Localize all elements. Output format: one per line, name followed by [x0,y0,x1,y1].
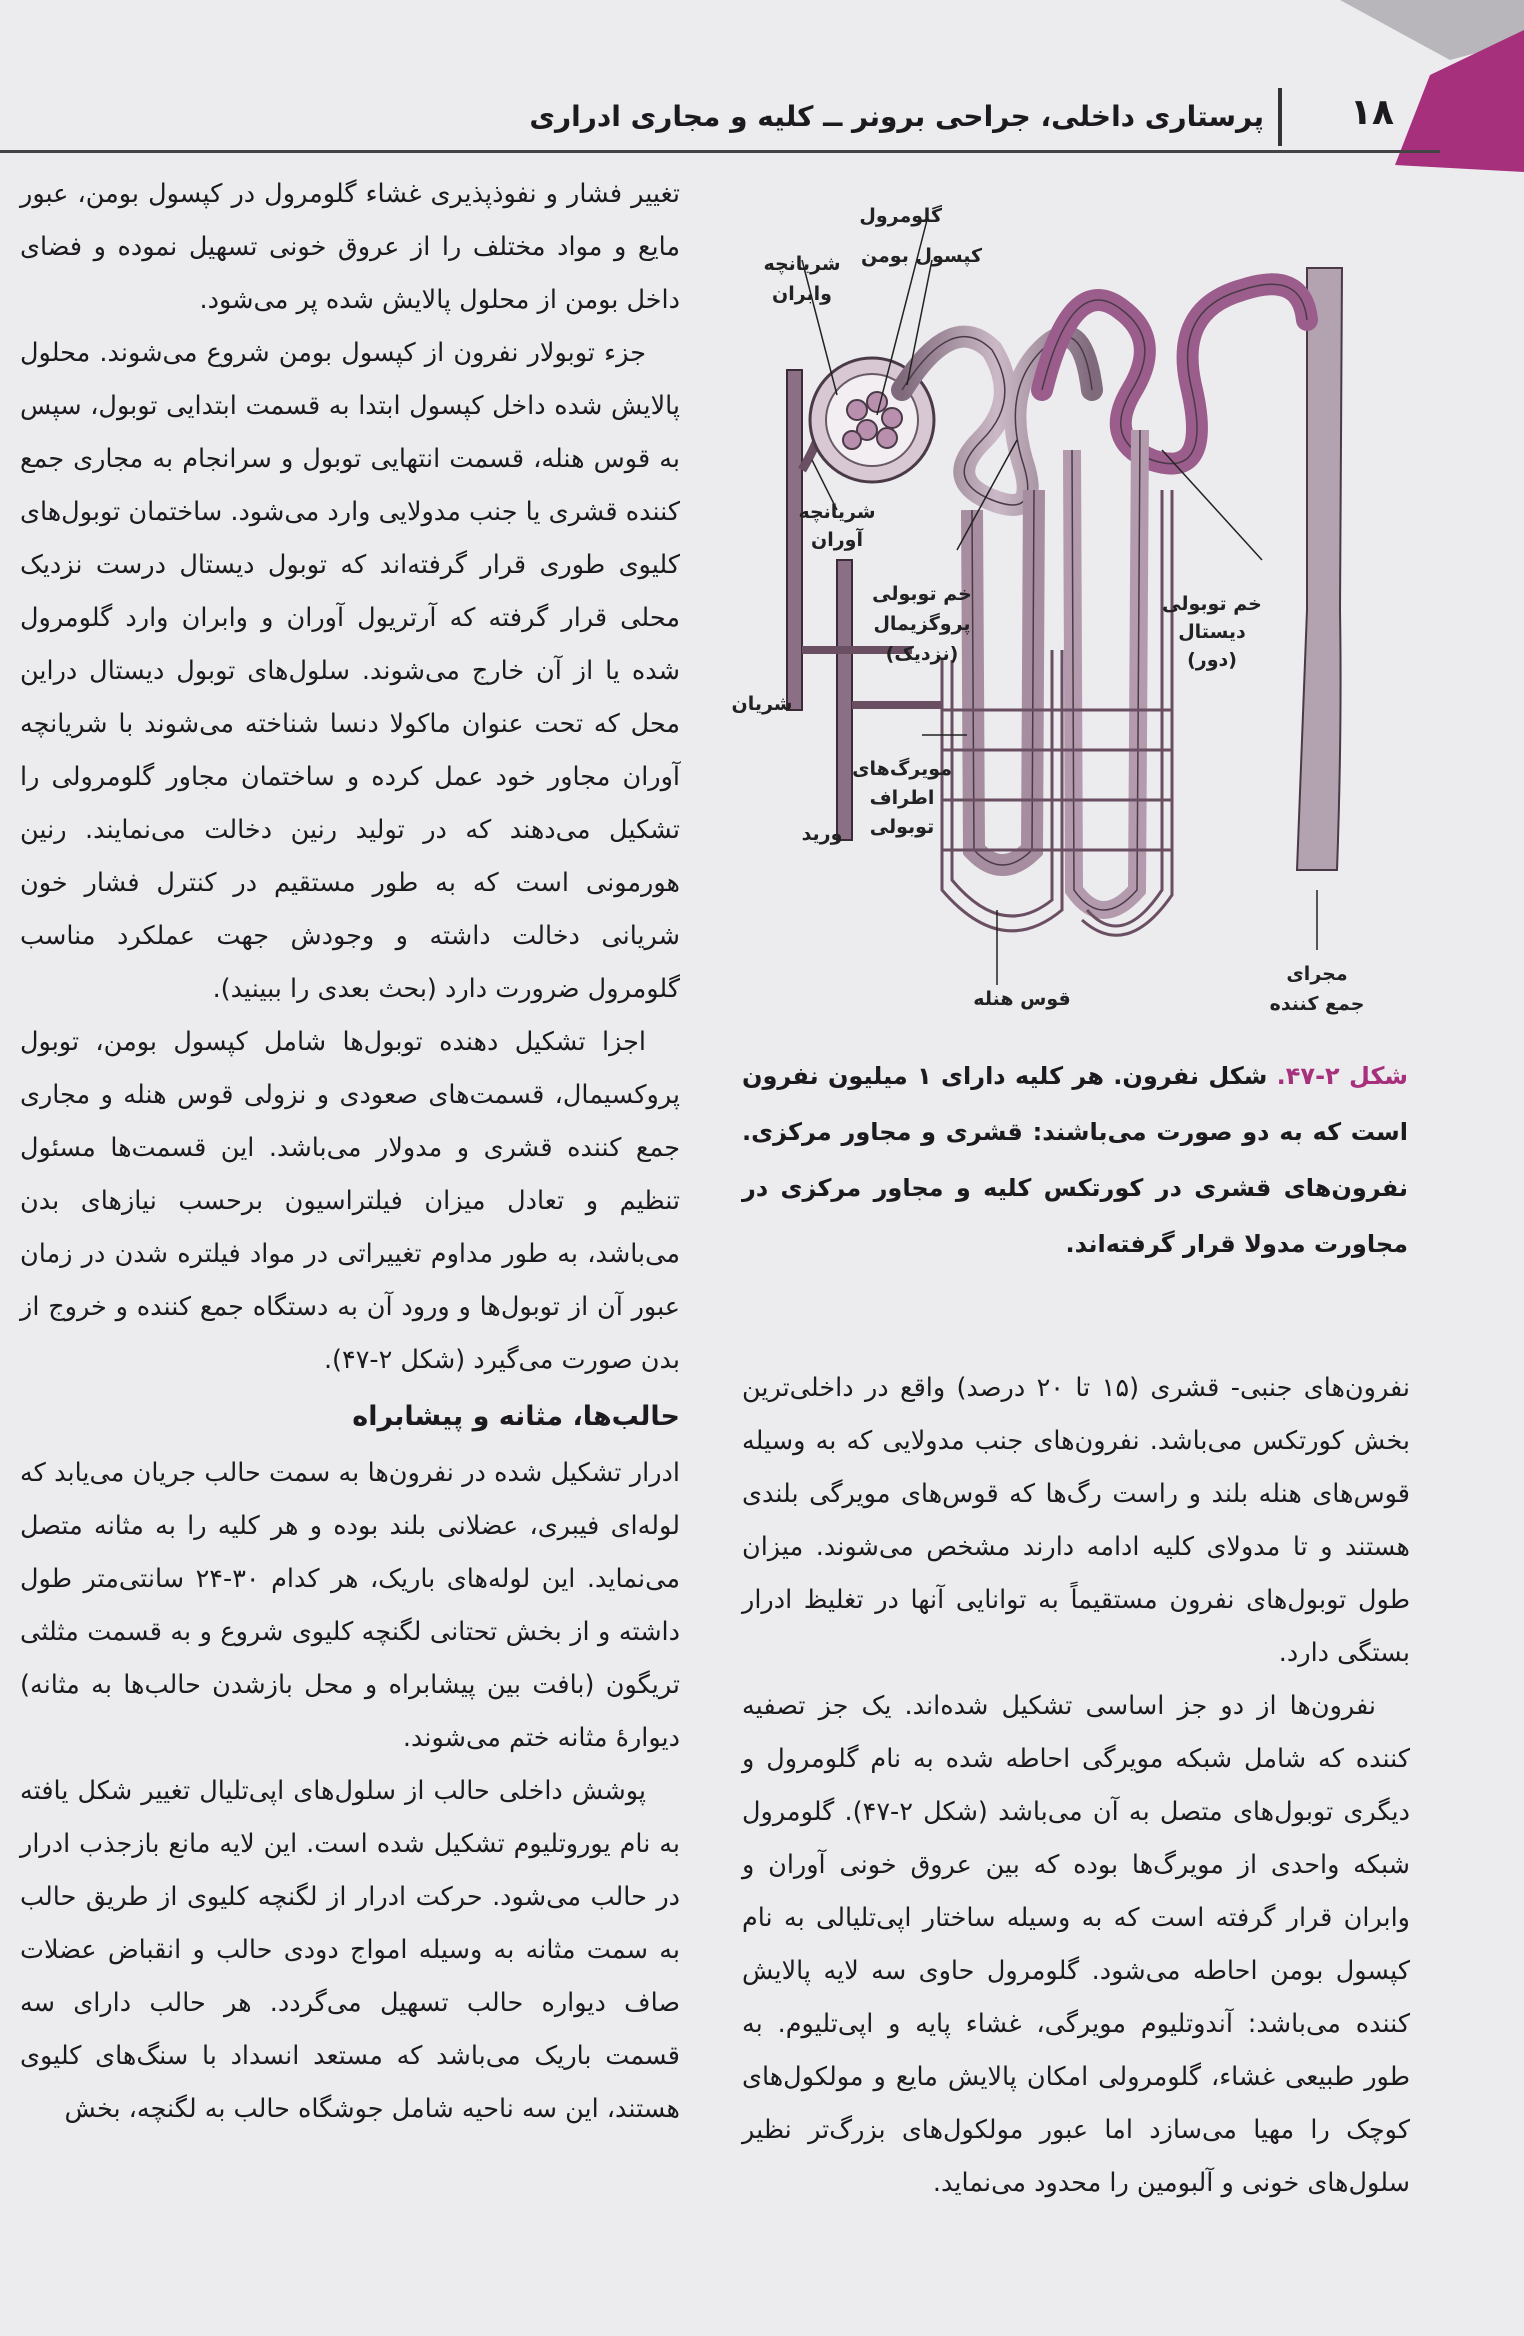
artery-vessel [787,370,802,710]
paragraph: ادرار تشکیل شده در نفرون‌ها به سمت حالب جریان می‌یابد که لوله‌ای فیبری، عضلانی بلند بوده و هر کلیه را به مثانه متصل می‌نماید. این لوله‌های باریک، هر کدام ۳۰-۲۴ سانتی‌متر طول داشته و از بخش تحتانی لگنچه کلیوی شروع و به قسمت مثلثی تریگون (بافت بین پیشابراه و محل بازشدن حالب‌ها به مثانه) دیوارهٔ مثانه ختم می‌شوند. [20,1458,680,1753]
paragraph: نفرون‌ها از دو جز اساسی تشکیل شده‌اند. یک جز تصفیه کننده که شامل شبکه مویرگی احاطه شده به نام گلومرول و دیگری توبول‌های متصل به آن می‌باشد (شکل ۲-۴۷). گلومرول شبکه واحدی از مویرگ‌ها بوده که بین عروق خونی آوران و وابران قرار گرفته است که به وسیله ساختار اپی‌تلیالی به نام کپسول بومن احاطه می‌شود. گلومرول حاوی سه لایه پالایش کننده می‌باشد: آندوتلیوم مویرگی، غشاء پایه و اپی‌تلیوم. به طور طبیعی غشاء، گلومرولی امکان پالایش مایع و مولکول‌های کوچک را مهیا می‌سازد اما عبور مولکول‌های بزرگ‌تر نظیر سلول‌های خونی و آلبومین را محدود می‌نماید. [742,1691,1410,2198]
label-collecting-1: مجرای [1286,963,1348,985]
label-distal-2: دیستال [1178,621,1246,643]
collecting-duct [1297,268,1342,870]
label-vein: ورید [801,823,843,845]
label-proximal-3: (نزدیک) [885,643,959,665]
figure-caption-label: شکل ۲-۴۷. [1276,1062,1409,1090]
label-peritubular-3: توبولی [869,816,935,838]
label-artery: شریان [731,693,793,715]
running-header-title: پرستاری داخلی، جراحی برونر ــ کلیه و مجاری ادراری [529,100,1264,133]
page-number: ۱۸ [1350,92,1394,133]
figure-caption [742,1048,1408,1272]
label-glomerulus: گلومرول [859,205,942,227]
label-peritubular-1: مویرگ‌های [852,758,952,780]
label-loop-henle: قوس هنله [973,988,1071,1010]
label-peritubular-2: اطراف [869,787,935,809]
header-separator [1278,88,1282,146]
vein-vessel [837,560,852,840]
right-text-column [742,1362,1410,2210]
label-efferent-1: شریانچه [763,253,841,275]
label-distal-1: خم توبولی [1162,593,1262,615]
label-proximal-1: خم توبولی [872,583,972,605]
label-proximal-2: پروگزیمال [873,613,971,635]
paragraph: نفرون‌های جنبی- قشری (۱۵ تا ۲۰ درصد) واقع در داخلی‌ترین بخش کورتکس می‌باشد. نفرون‌های جنب مدولایی که به وسیله قوس‌های هنله بلند و راست رگ‌ها که قوس‌های مویرگی بلندی هستند و تا مدولای کلیه ادامه دارند مشخص می‌شوند. میزان طول توبول‌های نفرون مستقیماً به توانایی آنها در تغلیظ ادرار بستگی دارد. [742,1373,1411,1668]
label-bowman-capsule: کپسول بومن [860,245,982,267]
paragraph: اجزا تشکیل دهنده توبول‌ها شامل کپسول بومن، توبول پروکسیمال، قسمت‌های صعودی و نزولی قوس هنله و مجاری جمع کننده قشری و مدولار می‌باشد. این قسمت‌ها مسئول تنظیم و تعادل میزان فیلتراسیون برحسب نیازهای بدن می‌باشد، به طور مداوم تغییراتی در مواد فیلتره شدن در زمان عبور آن از توبول‌ها و ورود آن به دستگاه جمع کننده و خروج از بدن صورت می‌گیرد (شکل ۲-۴۷). [20,1027,680,1375]
paragraph: تغییر فشار و نفوذپذیری غشاء گلومرول در کپسول بومن، عبور مایع و مواد مختلف را از عروق خونی تسهیل نموده و فضای داخل بومن از محلول پالایش شده پر می‌شود. [20,179,680,315]
label-afferent-1: شریانچه [798,501,876,523]
loop-of-henle [972,490,1034,865]
section-heading: حالب‌ها، مثانه و پیشابراه [352,1401,680,1432]
figure-caption-text: شکل نفرون. هر کلیه دارای ۱ میلیون نفرون است که به دو صورت می‌باشند: قشری و مجاور مرکزی. نفرون‌های قشری در کورتکس کلیه و مجاور مرکزی در مجاورت مدولا قرار گرفته‌اند. [742,1062,1408,1258]
paragraph: جزء توبولار نفرون از کپسول بومن شروع می‌شوند. محلول پالایش شده داخل کپسول ابتدا به قسمت ابتدایی توبول، سپس به قوس هنله، قسمت انتهایی توبول و سرانجام به مجاری جمع کننده قشری یا جنب مدولایی وارد می‌شود. ساختمان توبول‌های کلیوی طوری قرار گرفته‌اند که توبول دیستال درست نزدیک محلی قرار گرفته که آرتریول آوران و وابران وارد گلومرول شده یا از آن خارج می‌شوند. سلول‌های توبول دیستال دراین محل که تحت عنوان ماکولا دنسا شناخته می‌شوند با شریانچه آوران مجاور خود عمل کرده و ساختمان مجاور گلومرولی را تشکیل می‌دهند که در تولید رنین دخالت می‌نمایند. رنین هورمونی است که به طور مستقیم در کنترل فشار خون شریانی دخالت داشته و وجودش جهت عملکرد مناسب گلومرول ضرورت دارد (بحث بعدی را ببینید). [20,338,680,1004]
header-corner-decoration [1300,0,1524,180]
label-efferent-2: وابران [771,283,833,305]
header-rule [0,150,1440,153]
left-text-column [20,168,680,2136]
label-collecting-2: جمع کننده [1269,993,1365,1015]
label-distal-3: (دور) [1187,649,1237,671]
paragraph: پوشش داخلی حالب از سلول‌های اپی‌تلیال تغییر شکل یافته به نام یوروتلیوم تشکیل شده است. این لایه مانع بازجذب ادرار در حالب می‌شود. حرکت ادرار از لگنچه کلیوی از طریق حالب به سمت مثانه به وسیله امواج دودی حالب و انقباض عضلات صاف دیواره حالب تسهیل می‌گردد. هر حالب دارای سه قسمت باریک می‌باشد که مستعد انسداد با سنگ‌های کلیوی هستند، این سه ناحیه شامل جوشگاه حالب به لگنچه، بخش [20,1776,680,2124]
nephron-diagram [731,190,1402,1030]
label-afferent-2: آوران [811,529,863,551]
